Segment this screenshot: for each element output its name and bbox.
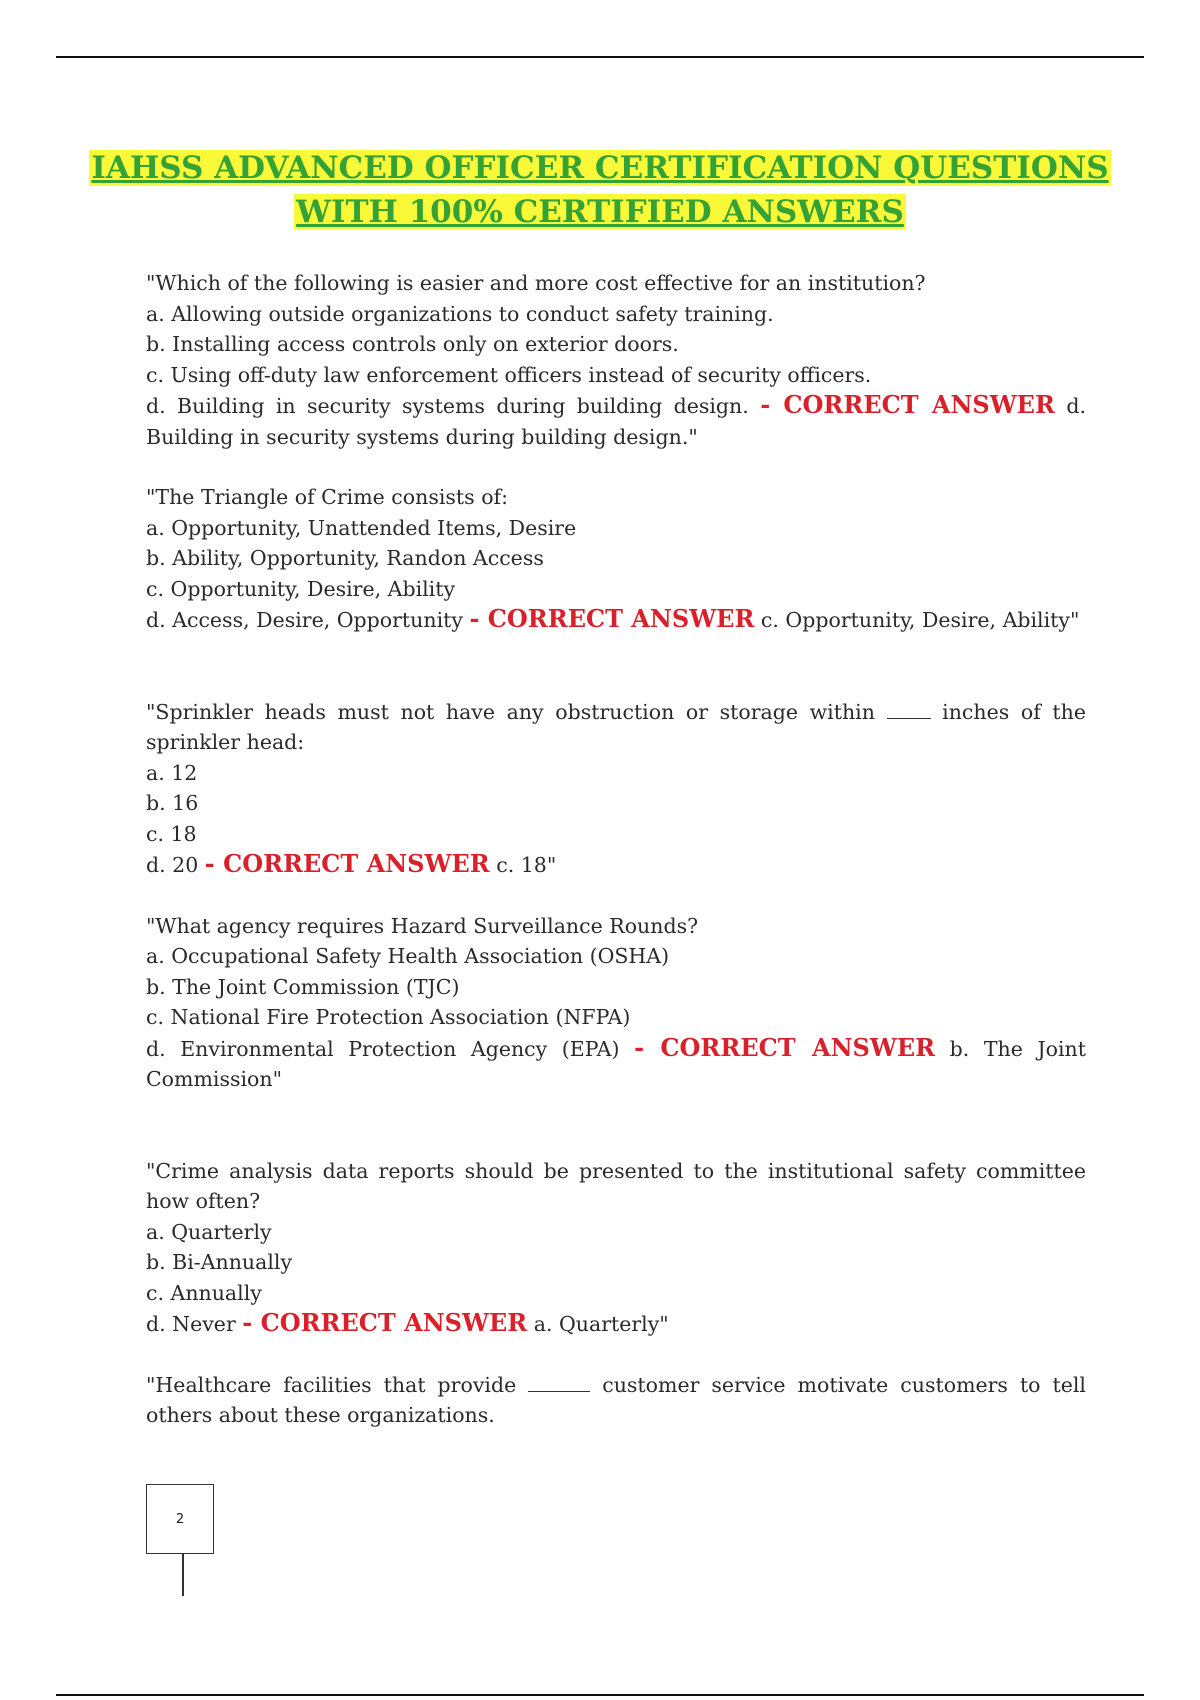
question-3 (146, 697, 1086, 881)
stem-text: customer service motivate customers to tell others about these organizations. (146, 1372, 1086, 1427)
option-a: a. Occupational Safety Health Association (OSHA) (146, 944, 670, 968)
option-b: b. 16 (146, 791, 199, 815)
bottom-rule (56, 1694, 1144, 1696)
question-6 (146, 1370, 1086, 1431)
question-stem: "What agency requires Hazard Surveillance Rounds? (146, 913, 699, 938)
question-stem: "Which of the following is easier and more cost effective for an institution? (146, 271, 926, 295)
stem-text: "Healthcare facilities that provide (146, 1372, 517, 1397)
option-d: d. Environmental Protection Agency (EPA) (146, 1036, 620, 1061)
option-c: c. Using off-duty law enforcement officers instead of security officers. (146, 362, 872, 387)
option-c: c. Annually (146, 1280, 262, 1305)
title-line-2: WITH 100% CERTIFIED ANSWERS (296, 194, 904, 230)
option-d: d. Building in security systems during building design. (146, 394, 749, 418)
correct-answer-label: - CORRECT ANSWER (760, 390, 1055, 419)
option-d-with-answer (146, 390, 1086, 452)
question-1 (146, 268, 1086, 452)
question-2 (146, 482, 1086, 636)
answer-text: a. Quarterly" (533, 1312, 669, 1336)
question-stem (146, 1370, 1086, 1431)
option-a: a. Allowing outside organizations to conduct safety training. (146, 301, 774, 326)
page-number: 2 (175, 1511, 185, 1527)
title-line-1: IAHSS ADVANCED OFFICER CERTIFICATION QUESTIONS (91, 150, 1109, 186)
stem-text: inches of the sprinkler head: (146, 699, 1086, 754)
top-rule (56, 56, 1144, 58)
option-d-with-answer (146, 604, 1086, 636)
page-number-box (146, 1484, 214, 1554)
option-a: a. Quarterly (146, 1219, 272, 1244)
option-d-with-answer (146, 1033, 1086, 1095)
option-c: c. National Fire Protection Association (NFPA) (146, 1005, 631, 1029)
option-b: b. The Joint Commission (TJC) (146, 974, 460, 999)
option-b: b. Ability, Opportunity, Randon Access (146, 546, 544, 570)
correct-answer-label: - CORRECT ANSWER (469, 604, 755, 633)
answer-text: c. 18" (496, 853, 557, 877)
stem-text: "Sprinkler heads must not have any obstruction or storage within (146, 699, 875, 724)
option-b: b. Installing access controls only on exterior doors. (146, 332, 679, 356)
answer-text: d. Building in security systems during building design." (146, 394, 1086, 449)
option-b: b. Bi-Annually (146, 1250, 293, 1274)
option-d-with-answer (146, 1308, 1086, 1340)
option-a: a. 12 (146, 760, 198, 785)
question-stem: "Crime analysis data reports should be presented to the institutional safety committee how often? (146, 1158, 1086, 1213)
option-d-with-answer (146, 849, 1086, 881)
question-4 (146, 911, 1086, 1095)
correct-answer-label: - CORRECT ANSWER (634, 1032, 936, 1062)
question-list (146, 268, 1086, 1431)
option-c: c. Opportunity, Desire, Ability (146, 576, 456, 601)
question-stem (146, 697, 1086, 758)
question-stem: "The Triangle of Crime consists of: (146, 485, 509, 509)
answer-text: c. Opportunity, Desire, Ability" (760, 608, 1080, 632)
option-c: c. 18 (146, 821, 197, 846)
question-5 (146, 1156, 1086, 1340)
page-number-stem (182, 1554, 184, 1596)
option-d: d. Never (146, 1312, 236, 1336)
answer-text: b. The Joint Commission" (146, 1036, 1086, 1091)
fill-in-blank (528, 1387, 590, 1392)
document-title (0, 146, 1200, 234)
option-a: a. Opportunity, Unattended Items, Desire (146, 515, 577, 540)
option-d: d. 20 (146, 853, 199, 877)
fill-in-blank (887, 714, 931, 719)
option-d: d. Access, Desire, Opportunity (146, 608, 463, 632)
correct-answer-label: - CORRECT ANSWER (204, 849, 490, 878)
correct-answer-label: - CORRECT ANSWER (242, 1308, 528, 1337)
